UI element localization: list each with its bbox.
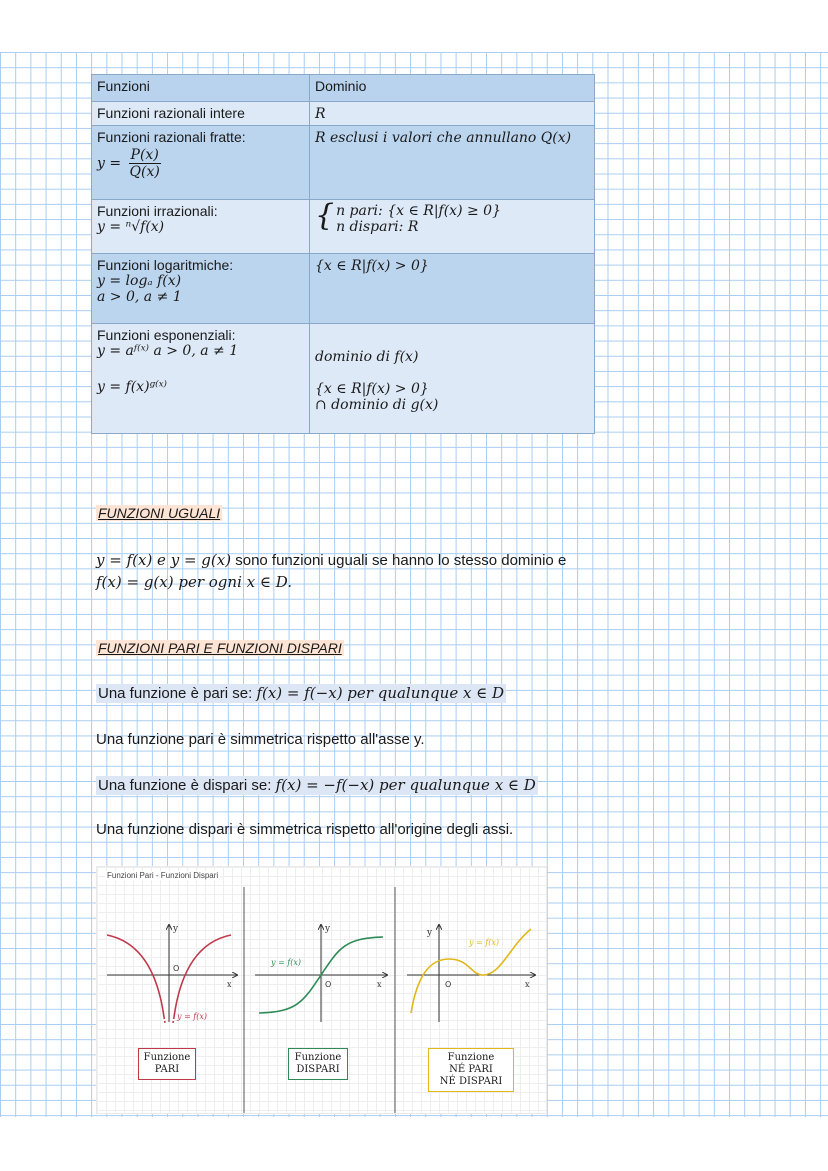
math-expression: y = f(x) e y = g(x): [96, 551, 232, 569]
label-box-neither: [428, 1048, 514, 1092]
figure-title: Funzioni Pari - Funzioni Dispari: [107, 871, 219, 880]
x-axis-label: x: [227, 980, 232, 989]
math-expression: f(x) = −f(−x) per qualunque x ∈ D: [275, 776, 536, 794]
paragraph-text: sono funzioni uguali se hanno lo stesso dominio e: [231, 552, 567, 569]
section-title-pari-dispari: FUNZIONI PARI E FUNZIONI DISPARI: [98, 640, 342, 656]
table-header-row: [92, 75, 595, 102]
fraction-numerator: P(x): [130, 147, 159, 163]
origin-label: O: [325, 980, 332, 989]
paragraph-dispari-symmetry: Una funzione dispari è simmetrica rispetto all'origine degli assi.: [96, 821, 514, 838]
brace-icon: {: [315, 198, 335, 233]
paragraph-text: Una funzione è dispari se:: [98, 777, 276, 794]
y-axis-label: y: [427, 928, 433, 938]
math-expression: f(x) = g(x) per ogni x ∈ D.: [96, 573, 292, 591]
label-line: NÉ DISPARI: [439, 1076, 503, 1087]
header-functions: Funzioni: [92, 75, 310, 102]
label-line: DISPARI: [296, 1064, 340, 1075]
paragraph-pari-symmetry: Una funzione pari è simmetrica rispetto all'asse y.: [96, 731, 425, 748]
neither-curve-label: y = f(x): [469, 938, 500, 947]
table-row: [92, 324, 595, 434]
domain-line: ∩ dominio di g(x): [315, 397, 439, 413]
table-row: [92, 254, 595, 324]
row-domain: R: [315, 106, 326, 122]
dispari-curve-label: y = f(x): [271, 958, 302, 967]
label-line: PARI: [154, 1064, 180, 1075]
paragraph-uguali-line1: [96, 551, 566, 569]
section-title-funzioni-uguali: FUNZIONI UGUALI: [98, 505, 221, 521]
table-row: [92, 126, 595, 200]
row-name: Funzioni logaritmiche:: [97, 257, 234, 273]
row-name: Funzioni esponenziali:: [97, 327, 236, 343]
paragraph-dispari-definition: [96, 776, 538, 794]
y-axis-label: y: [325, 924, 331, 934]
fraction: [129, 147, 161, 180]
origin-label: O: [445, 980, 452, 989]
label-line: NÉ PARI: [449, 1064, 493, 1075]
origin-label: O: [173, 964, 180, 973]
header-domain: Dominio: [310, 75, 595, 102]
row-condition: a > 0, a ≠ 1: [97, 289, 182, 305]
row-formula: y = logₐ f(x): [97, 273, 182, 289]
x-axis-label: x: [525, 980, 530, 989]
pari-curve-label: y = f(x): [177, 1012, 208, 1021]
paragraph-pari-definition: [96, 684, 506, 702]
formula-lhs: y =: [97, 155, 122, 172]
row-domain: {x ∈ R|f(x) > 0}: [315, 258, 429, 274]
row-formula: y = aᶠ⁽ˣ⁾ a > 0, a ≠ 1: [97, 343, 239, 359]
fraction-denominator: Q(x): [129, 164, 160, 180]
label-line: Funzione: [143, 1052, 191, 1063]
domain-line: n dispari: R: [336, 219, 419, 235]
row-name: Funzioni razionali intere: [92, 102, 310, 126]
row-name: Funzioni irrazionali:: [97, 203, 218, 219]
table-row: [92, 200, 595, 254]
row-domain: dominio di f(x): [315, 349, 419, 365]
domain-table: [91, 74, 595, 434]
table-row: [92, 102, 595, 126]
label-line: Funzione: [294, 1052, 342, 1063]
math-expression: f(x) = f(−x) per qualunque x ∈ D: [256, 684, 505, 702]
y-axis-label: y: [173, 924, 179, 934]
paragraph-text: Una funzione è pari se:: [98, 685, 257, 702]
label-box-pari: [138, 1048, 196, 1080]
row-formula: y = f(x)ᵍ⁽ˣ⁾: [97, 379, 167, 395]
paragraph-uguali-line2: [96, 573, 292, 591]
even-odd-figure: [96, 866, 547, 1114]
domain-line: {x ∈ R|f(x) > 0}: [315, 381, 429, 397]
row-formula: y = ⁿ√f(x): [97, 219, 165, 235]
domain-line: n pari: {x ∈ R|f(x) ≥ 0}: [336, 203, 501, 219]
row-domain: R esclusi i valori che annullano Q(x): [315, 130, 572, 146]
label-line: Funzione: [447, 1052, 495, 1063]
x-axis-label: x: [377, 980, 382, 989]
row-name: Funzioni razionali fratte:: [97, 129, 246, 145]
label-box-dispari: [288, 1048, 348, 1080]
